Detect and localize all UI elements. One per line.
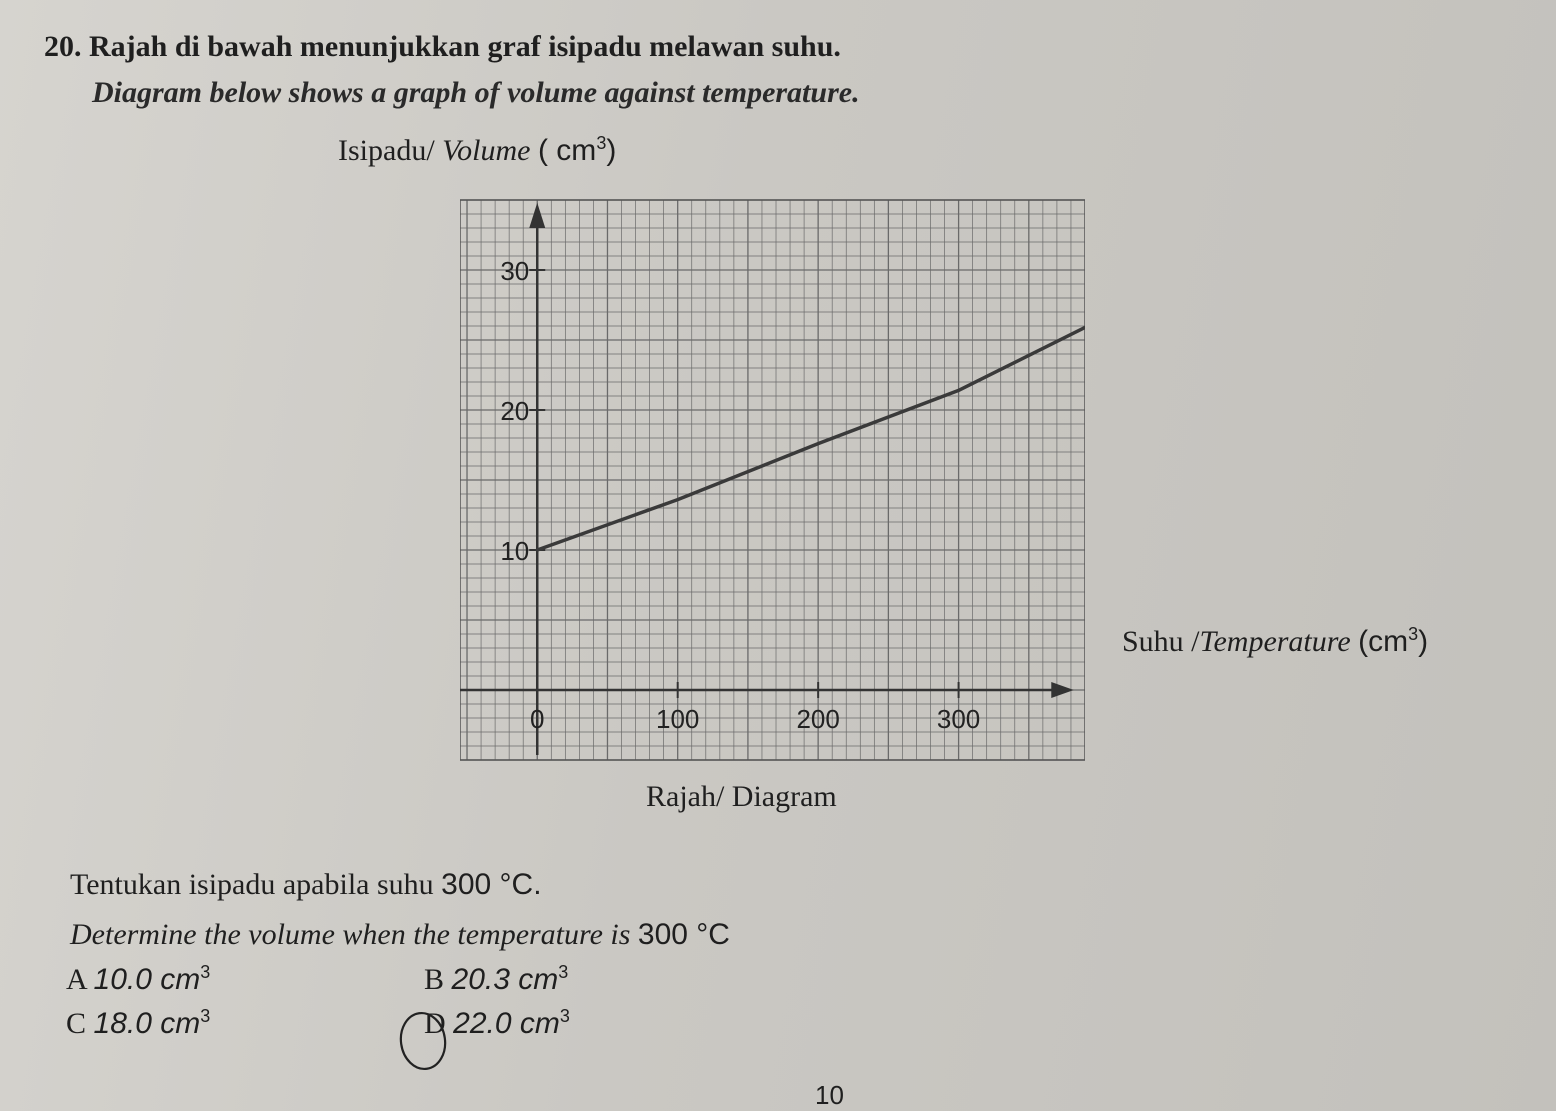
y-axis-arrow: [529, 203, 545, 228]
prompt-ms: [70, 868, 542, 902]
y-axis-label-ms: Isipadu/: [338, 134, 435, 167]
y-axis-label-en: Volume: [442, 134, 531, 167]
answer-circle-mark: [398, 1008, 448, 1072]
option-unit-sup: 3: [200, 962, 211, 982]
option-c[interactable]: [66, 1006, 210, 1041]
y-axis-unit-close: ): [606, 134, 617, 167]
question-ms-body: Rajah di bawah menunjukkan graf isipadu melawan suhu.: [89, 30, 841, 63]
y-axis-unit-sup: 3: [596, 133, 607, 153]
volume-line: [537, 320, 1085, 550]
option-letter: A: [66, 963, 87, 996]
x-axis-unit: (cm: [1358, 625, 1409, 658]
option-value: 10.0 cm: [93, 963, 201, 996]
graph-series: [537, 320, 1085, 550]
prompt-ms-value: 300 °C.: [441, 868, 542, 901]
option-letter: C: [66, 1007, 87, 1040]
x-axis-label-en: Temperature: [1199, 625, 1351, 658]
x-axis-label: [1122, 624, 1428, 659]
y-tick-label: 30: [500, 256, 530, 286]
x-axis-unit-close: ): [1418, 625, 1429, 658]
option-unit-sup: 3: [200, 1006, 211, 1026]
y-axis-label: [338, 133, 616, 168]
prompt-en-text: Determine the volume when the temperature is: [70, 918, 631, 951]
option-value: 22.0 cm: [453, 1007, 560, 1040]
option-b[interactable]: [424, 962, 568, 997]
y-axis-unit: ( cm: [537, 134, 597, 167]
x-tick-label: 100: [656, 704, 700, 734]
y-tick-label: 20: [500, 396, 530, 426]
volume-temperature-graph: [460, 195, 1085, 765]
x-axis-arrow: [1051, 682, 1073, 698]
option-a[interactable]: [66, 962, 210, 997]
x-tick-label: 0: [530, 704, 545, 734]
x-axis-unit-sup: 3: [1408, 624, 1419, 644]
diagram-caption: Rajah/ Diagram: [646, 780, 837, 813]
option-unit-sup: 3: [558, 962, 569, 982]
question-text-ms: [44, 30, 841, 64]
x-tick-label: 300: [936, 704, 981, 734]
x-axis-label-ms: Suhu /: [1122, 625, 1200, 658]
option-unit-sup: 3: [559, 1006, 570, 1026]
option-letter: D: [424, 1007, 446, 1040]
question-number: 20.: [44, 30, 82, 63]
option-value: 20.3 cm: [451, 963, 559, 996]
option-letter: B: [424, 963, 445, 996]
option-value: 18.0 cm: [93, 1007, 201, 1040]
prompt-en-value: 300 °C: [637, 918, 730, 951]
y-tick-label: 10: [500, 536, 530, 566]
prompt-ms-text: Tentukan isipadu apabila suhu: [70, 868, 434, 901]
question-text-en: Diagram below shows a graph of volume against temperature.: [92, 76, 860, 109]
page-number: 10: [815, 1080, 844, 1110]
prompt-en: [70, 918, 730, 952]
graph-axes: [460, 203, 1074, 755]
x-tick-label: 200: [796, 704, 840, 734]
